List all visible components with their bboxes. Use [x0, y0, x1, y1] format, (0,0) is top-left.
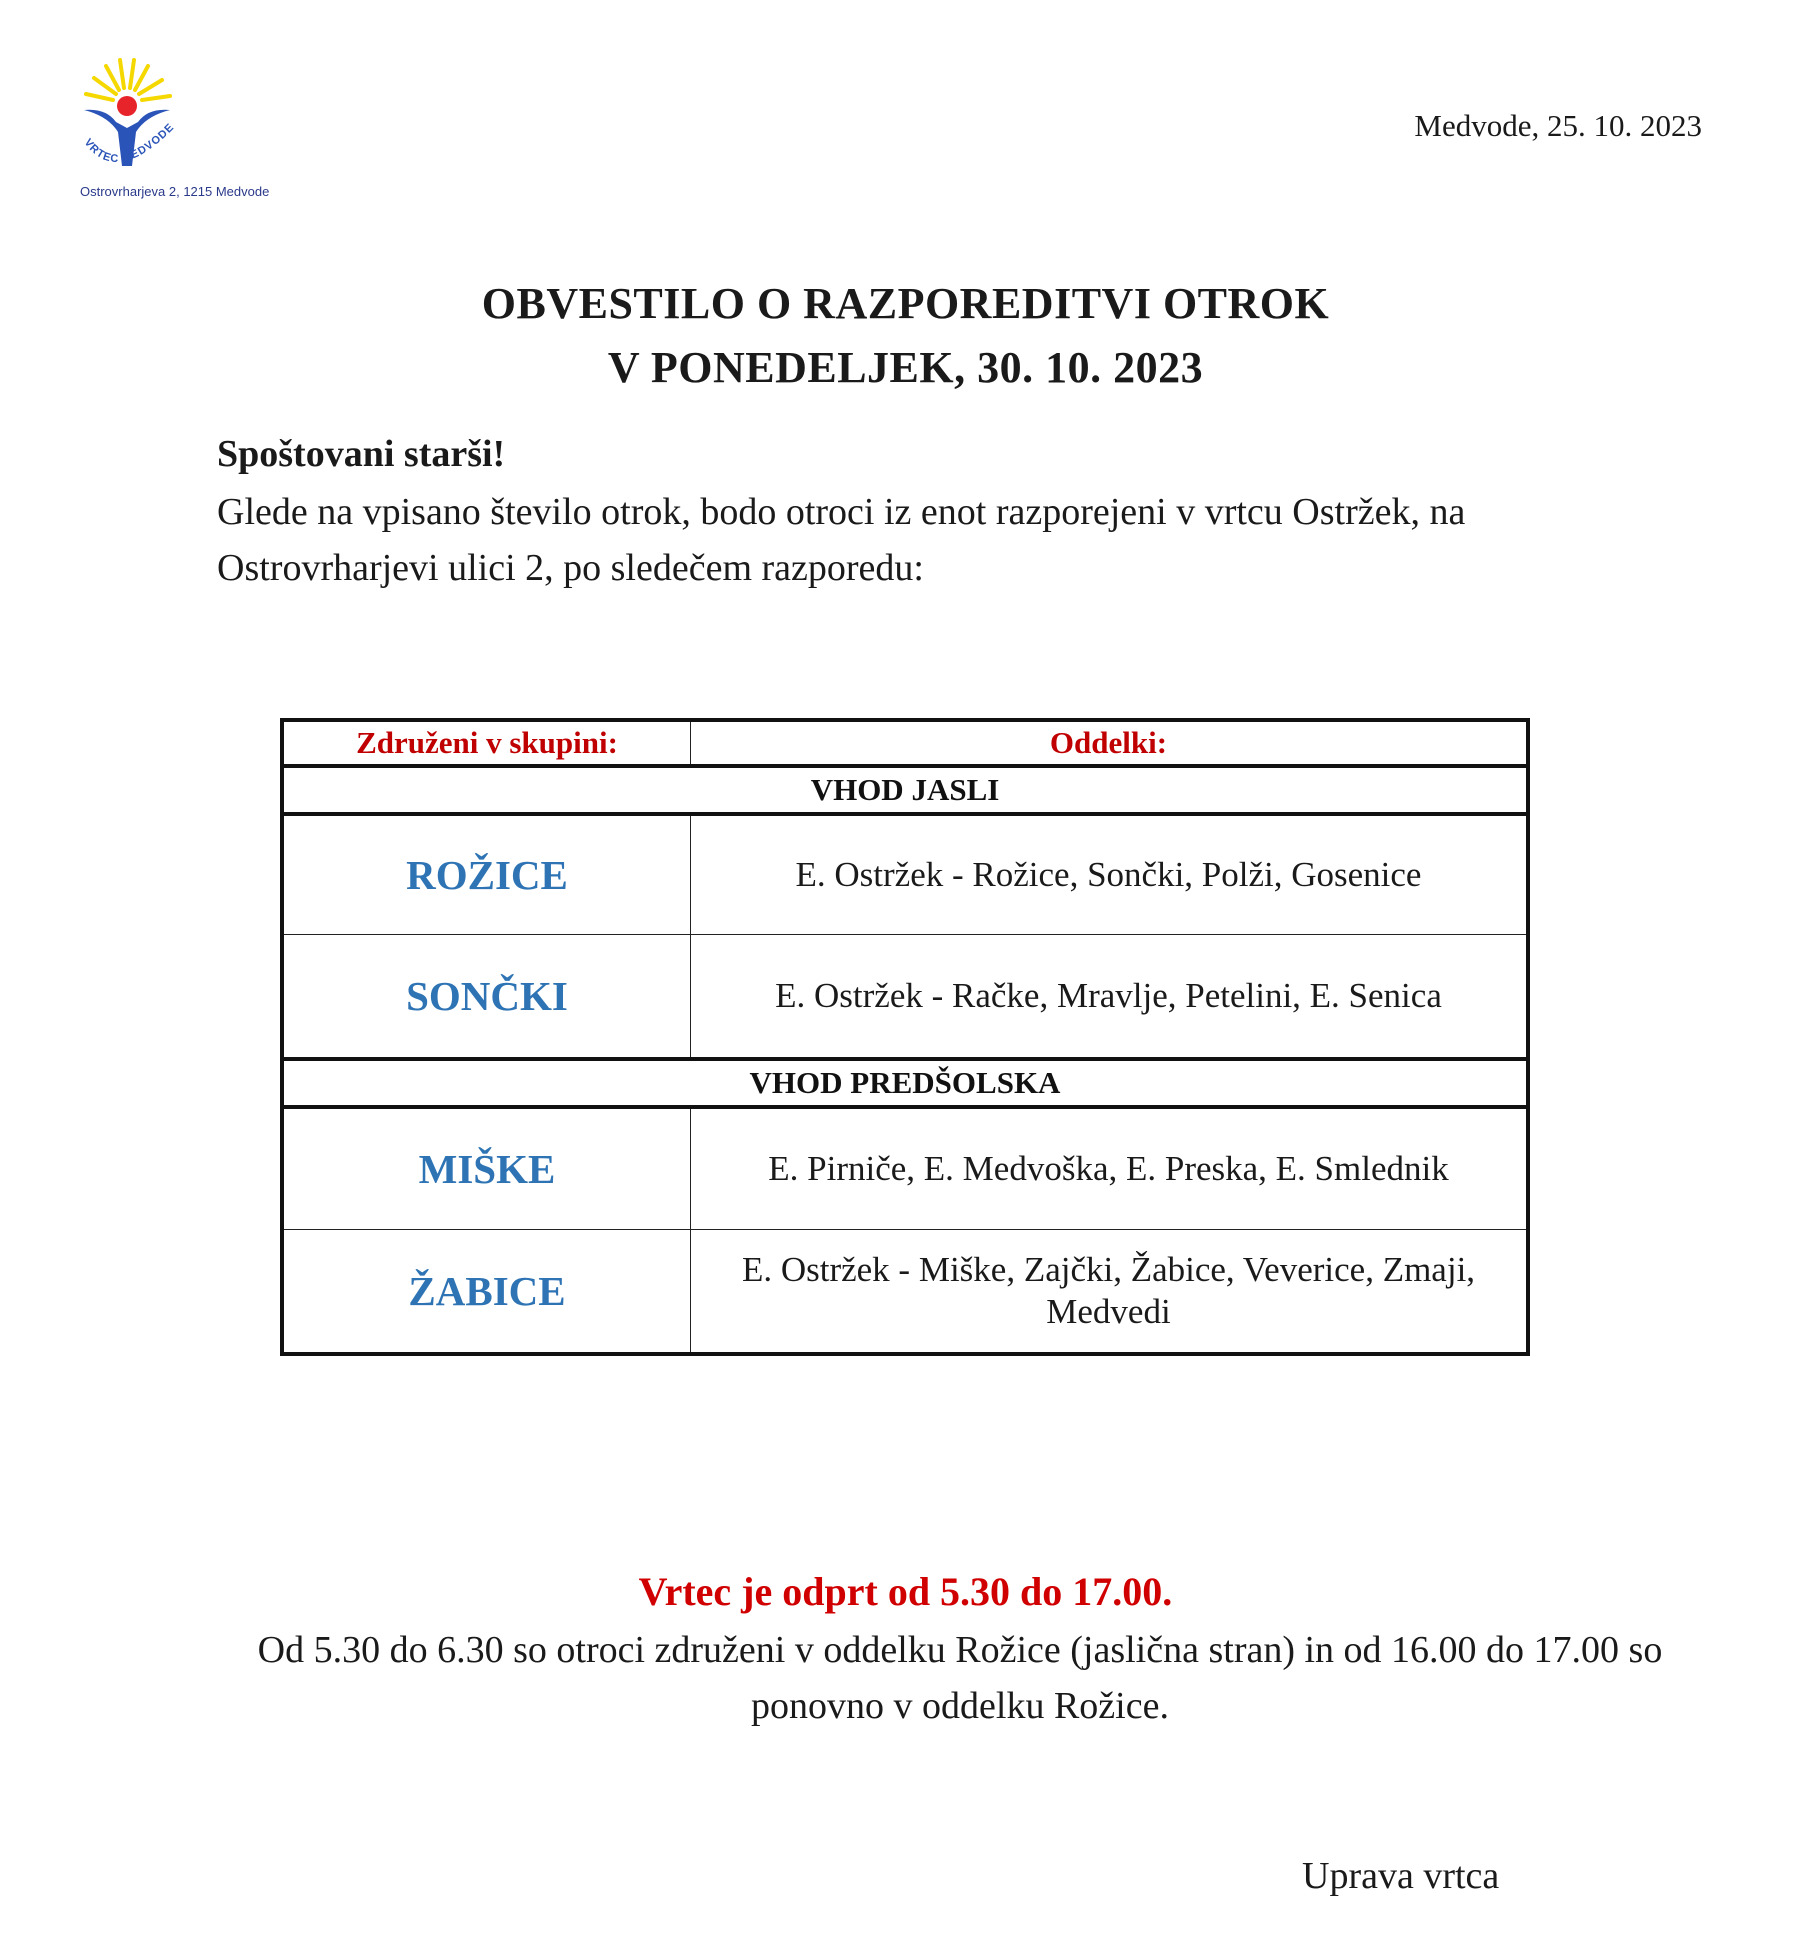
header-groups: Združeni v skupini:: [282, 720, 691, 766]
signature: Uprava vrtca: [1302, 1855, 1500, 1897]
logo-text: VRTEC MEDVODE: [81, 121, 177, 166]
vrtec-logo: [78, 58, 288, 208]
svg-text:VRTEC MEDVODE: [82, 121, 177, 165]
group-units: E. Ostržek - Rožice, Sončki, Polži, Gosenice: [691, 814, 1529, 935]
table-row: [282, 814, 1528, 935]
header-units: Oddelki:: [691, 720, 1529, 766]
group-name: MIŠKE: [282, 1107, 691, 1230]
notice-title-line2: V PONEDELJEK, 30. 10. 2023: [607, 343, 1204, 392]
section-title: VHOD JASLI: [282, 766, 1528, 814]
group-units: E. Ostržek - Miške, Zajčki, Žabice, Veverice, Zmaji, Medvedi: [691, 1230, 1529, 1355]
group-units: E. Pirniče, E. Medvoška, E. Preska, E. Smlednik: [691, 1107, 1529, 1230]
table-row: [282, 1107, 1528, 1230]
place-date: Medvode, 25. 10. 2023: [1414, 108, 1702, 143]
group-name: ŽABICE: [282, 1230, 691, 1355]
schedule-table: [280, 718, 1530, 1356]
notice-title-line1: OBVESTILO O RAZPOREDITVI OTROK: [481, 279, 1330, 328]
group-units: E. Ostržek - Račke, Mravlje, Petelini, E. Senica: [691, 935, 1529, 1060]
table-header-row: [282, 720, 1528, 766]
table-row: [282, 1230, 1528, 1355]
section-row: [282, 1059, 1528, 1107]
group-name: ROŽICE: [282, 814, 691, 935]
opening-note: Od 5.30 do 6.30 so otroci združeni v oddelku Rožice (jaslična stran) in od 16.00 do 17.00 so ponovno v oddelku Rožice.: [257, 1629, 1663, 1727]
logo-curved-text: [78, 58, 188, 186]
logo-address: Ostrovrharjeva 2, 1215 Medvode: [80, 184, 270, 199]
opening-hours: Vrtec je odprt od 5.30 do 17.00.: [638, 1569, 1173, 1614]
section-title: VHOD PREDŠOLSKA: [282, 1059, 1528, 1107]
greeting: Spoštovani starši!: [217, 433, 506, 475]
section-row: [282, 766, 1528, 814]
table-row: [282, 935, 1528, 1060]
group-name: SONČKI: [282, 935, 691, 1060]
intro-text: Glede na vpisano število otrok, bodo otroci iz enot razporejeni v vrtcu Ostržek, na Ostrovrharjevi ulici 2, po sledečem razporedu:: [217, 491, 1466, 589]
